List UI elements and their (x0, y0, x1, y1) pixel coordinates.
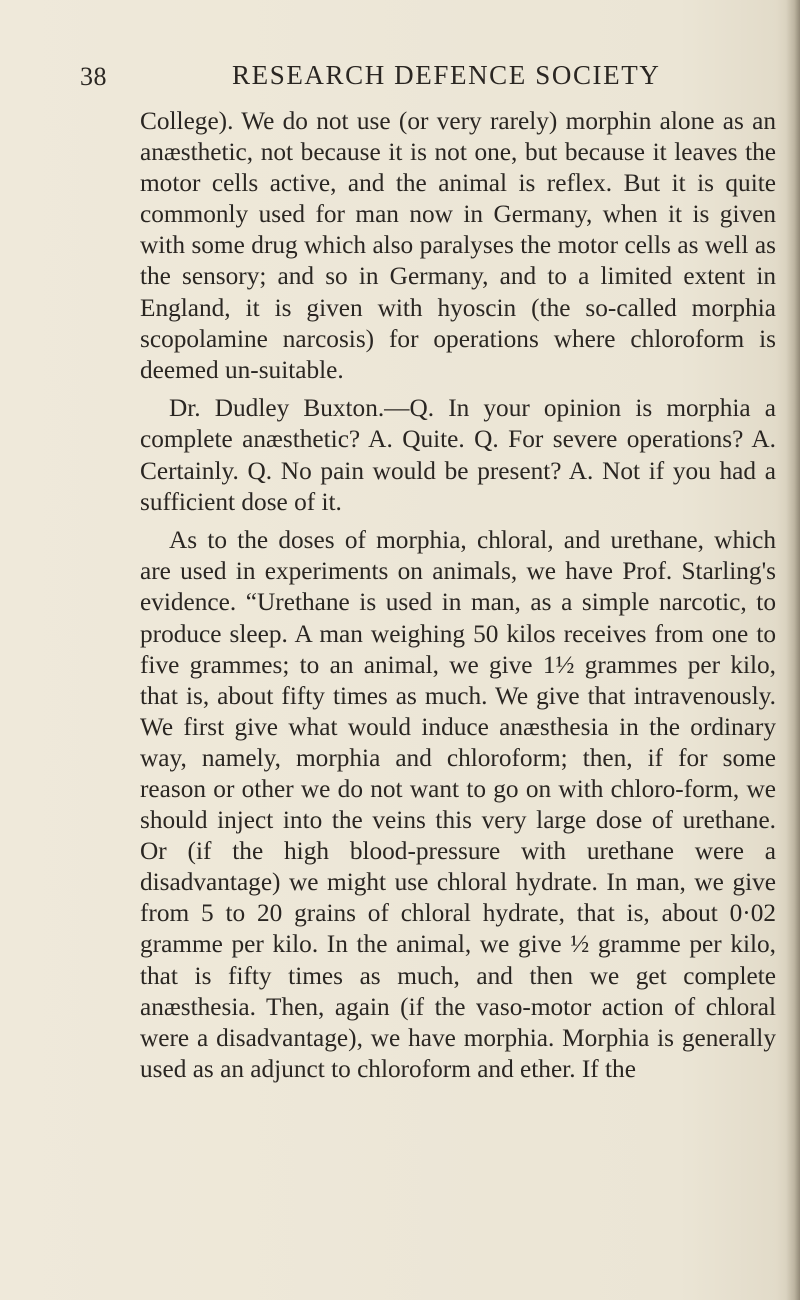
page-number: 38 (80, 62, 107, 91)
page-edge-shadow (786, 0, 800, 1300)
body-text (140, 106, 776, 1085)
running-title: RESEARCH DEFENCE SOCIETY (232, 60, 661, 90)
paragraph-2: Dr. Dudley Buxton.—Q. In your opinion is morphia a complete anæsthetic? A. Quite. Q. For severe operations? A. Certainly. Q. No pain would be present? A. Not if you had a sufficient dose of it. (140, 394, 776, 516)
page-header (80, 60, 720, 100)
paragraph-3: As to the doses of morphia, chloral, and urethane, which are used in experiments on animals, we have Prof. Starling's evidence. “Urethane is used in man, as a simple narcotic, to produce sleep. A man weighing 50 kilos receives from one to five grammes; to an animal, we give 1½ grammes per kilo, that is, about fifty times as much. We give that intravenously. We first give what would induce anæsthesia in the ordinary way, namely, morphia and chloroform; then, if for some reason or other we do not want to go on with chloro-form, we should inject into the veins this very large dose of urethane. Or (if the high blood-pressure with urethane were a disadvantage) we might use chloral hydrate. In man, we give from 5 to 20 grains of chloral hydrate, that is, about 0·02 gramme per kilo. In the animal, we give ½ gramme per kilo, that is fifty times as much, and then we get complete anæsthesia. Then, again (if the vaso-motor action of chloral were a disadvantage), we have morphia. Morphia is generally used as an adjunct to chloroform and ether. If the (140, 526, 776, 1083)
paragraph-1: College). We do not use (or very rarely) morphin alone as an anæsthetic, not because it is not one, but because it leaves the motor cells active, and the animal is reflex. But it is quite commonly used for man now in Germany, when it is given with some drug which also paralyses the motor cells as well as the sensory; and so in Germany, and to a limited extent in England, it is given with hyoscin (the so-called morphia scopolamine narcosis) for operations where chloroform is deemed un-suitable. (140, 107, 776, 384)
